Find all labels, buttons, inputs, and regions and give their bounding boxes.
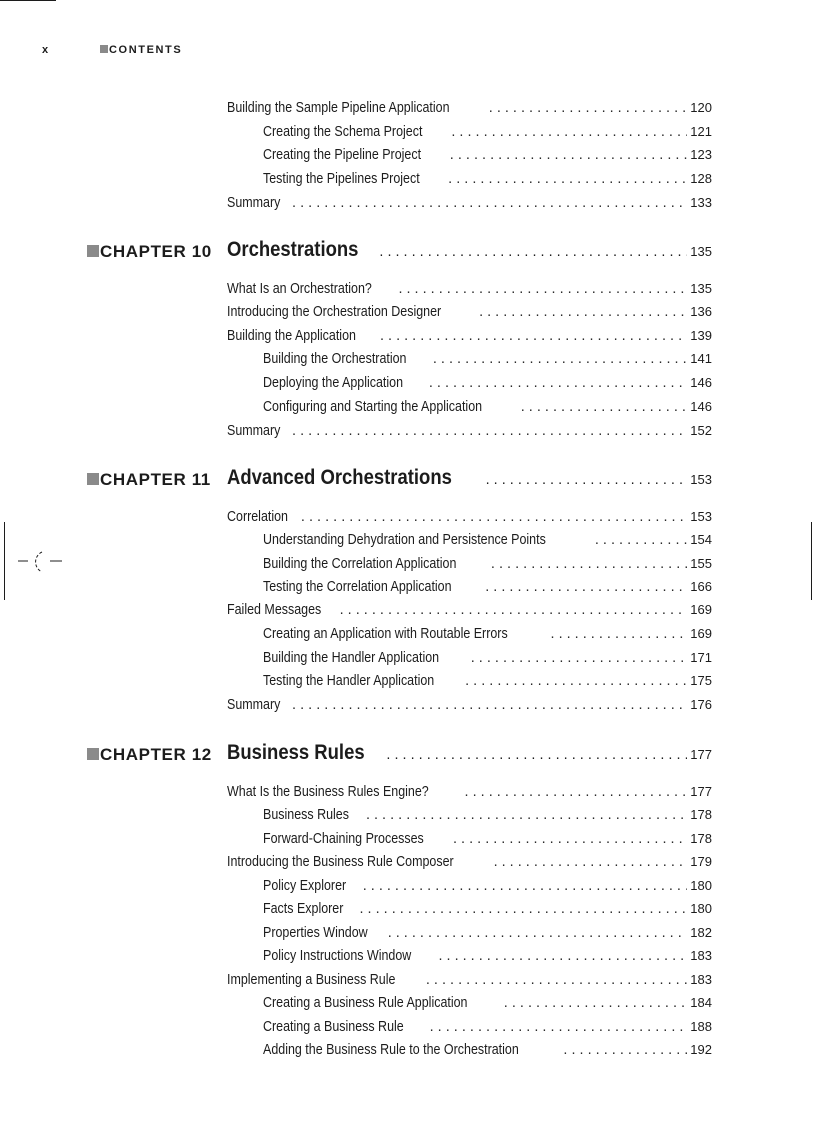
toc-entry-page: 178 [690,807,712,822]
running-head [42,44,182,56]
dot-leader [430,1017,688,1037]
toc-entry-title: Policy Explorer [263,878,347,894]
toc-entry-page: 192 [690,1042,712,1057]
chapter-page: 177 [690,747,712,762]
toc-entry-title: Configuring and Starting the Application [263,399,483,415]
toc-entry-title: Correlation [227,509,288,525]
toc-entry[interactable] [227,302,712,322]
toc-entry[interactable] [227,782,712,802]
toc-entry[interactable] [263,397,712,417]
chapter-title: Advanced Orchestrations [227,466,452,489]
toc-entry-page: 180 [690,901,712,916]
dot-leader [438,946,687,966]
dot-leader [504,993,688,1013]
toc-entry-page: 183 [690,972,712,987]
toc-entry-title: Creating the Schema Project [263,124,423,140]
toc-entry-title: Deploying the Application [263,375,404,391]
toc-entry-title: Creating the Pipeline Project [263,147,422,163]
toc-entry[interactable] [227,326,712,346]
chapter-heading[interactable] [227,238,712,264]
toc-entry-page: 183 [690,948,712,963]
dot-leader [340,600,688,620]
chapter-label [87,242,212,262]
dot-leader [465,782,688,802]
toc-entry-title: Forward-Chaining Processes [263,831,424,847]
toc-entry-page: 180 [690,878,712,893]
dot-leader [380,326,687,346]
dot-leader [398,279,687,299]
toc-entry-title: Facts Explorer [263,901,344,917]
toc-entry-page: 166 [690,579,712,594]
toc-entry-page: 176 [690,697,712,712]
toc-entry-page: 179 [690,854,712,869]
dot-leader [292,695,687,715]
chapter-page: 153 [690,472,712,487]
toc-entry-page: 182 [690,925,712,940]
toc-entry-title: Testing the Pipelines Project [263,171,420,187]
toc-entry[interactable] [263,671,712,691]
toc-entry-title: Testing the Correlation Application [263,579,452,595]
toc-entry[interactable] [227,600,712,620]
toc-entry[interactable] [263,530,712,550]
crop-mark-right [811,522,812,600]
toc-entry[interactable] [263,554,712,574]
toc-entry[interactable] [227,507,712,527]
toc-entry[interactable] [227,695,712,715]
crop-mark-left [4,522,5,600]
toc-entry-title: Business Rules [263,807,349,823]
toc-entry[interactable] [263,1017,712,1037]
dot-leader [491,554,687,574]
toc-entry-page: 121 [690,124,712,139]
chapter-heading[interactable] [227,741,712,767]
chapter-number: CHAPTER 12 [100,745,212,764]
chapter-label [87,470,211,490]
toc-entry[interactable] [227,98,712,118]
toc-entry-page: 136 [690,304,712,319]
toc-entry-page: 154 [690,532,712,547]
toc-entry[interactable] [227,852,712,872]
square-bullet-icon [87,473,99,485]
dot-leader [486,472,688,488]
dot-leader [450,145,688,165]
toc-entry[interactable] [263,373,712,393]
toc-entry-title: Creating a Business Rule Application [263,995,468,1011]
toc-entry-title: Building the Application [227,328,356,344]
chapter-number: CHAPTER 11 [100,470,211,489]
toc-entry-page: 155 [690,556,712,571]
toc-entry-title: Policy Instructions Window [263,948,412,964]
toc-entry-page: 146 [690,375,712,390]
dot-leader [429,373,687,393]
toc-entry-page: 146 [690,399,712,414]
toc-entry-title: Creating a Business Rule [263,1019,404,1035]
toc-entry[interactable] [263,1040,712,1060]
toc-entry-title: Introducing the Business Rule Composer [227,854,454,870]
toc-entry[interactable] [263,648,712,668]
toc-entry-page: 135 [690,281,712,296]
toc-entry-page: 139 [690,328,712,343]
toc-entry[interactable] [263,122,712,142]
dot-leader [366,805,687,825]
toc-entry[interactable] [227,421,712,441]
top-rule [0,0,56,1]
dot-leader [451,122,687,142]
dot-leader [485,577,687,597]
dot-leader [379,244,687,260]
toc-entry-page: 141 [690,351,712,366]
toc-entry[interactable] [263,349,712,369]
toc-entry[interactable] [263,829,712,849]
dot-leader [521,397,688,417]
toc-entry-title: Testing the Handler Application [263,673,435,689]
toc-entry-title: Implementing a Business Rule [227,972,396,988]
dot-leader [359,899,687,919]
toc-entry[interactable] [227,193,712,213]
toc-entry-title: Properties Window [263,925,368,941]
toc-entry[interactable] [227,279,712,299]
dot-leader [292,421,687,441]
toc-entry-page: 171 [690,650,712,665]
toc-entry-title: What Is the Business Rules Engine? [227,784,429,800]
toc-entry[interactable] [263,876,712,896]
toc-entry-title: Failed Messages [227,602,322,618]
toc-entry[interactable] [263,145,712,165]
toc-entry-page: 128 [690,171,712,186]
toc-entry-title: Summary [227,195,281,211]
toc-entry-title: Understanding Dehydration and Persistence Points [263,532,546,548]
chapter-number: CHAPTER 10 [100,242,212,261]
dot-leader [489,98,688,118]
toc-entry-title: Summary [227,423,281,439]
toc-entry[interactable] [263,923,712,943]
dot-leader [494,852,688,872]
toc-entry-title: Creating an Application with Routable Errors [263,626,508,642]
toc-entry-title: Building the Handler Application [263,650,440,666]
toc-entry-page: 184 [690,995,712,1010]
dot-leader [453,829,687,849]
toc-entry-page: 175 [690,673,712,688]
dot-leader [301,507,687,527]
toc-entry[interactable] [263,899,712,919]
registration-mark-icon [18,549,62,579]
toc-entry-page: 177 [690,784,712,799]
toc-entry-page: 169 [690,602,712,617]
dot-leader [595,530,687,550]
dot-leader [386,747,687,763]
chapter-label [87,745,212,765]
square-bullet-icon [100,45,108,53]
dot-leader [292,193,687,213]
dot-leader [479,302,687,322]
dot-leader [363,876,688,896]
toc-entry[interactable] [263,805,712,825]
section-label: CONTENTS [109,44,183,56]
toc-entry-page: 123 [690,147,712,162]
dot-leader [433,349,687,369]
square-bullet-icon [87,245,99,257]
toc-entry[interactable] [227,970,712,990]
dot-leader [471,648,688,668]
dot-leader [426,970,687,990]
toc-entry-title: Building the Sample Pipeline Application [227,100,450,116]
toc-entry-title: What Is an Orchestration? [227,281,372,297]
toc-entry-page: 169 [690,626,712,641]
toc-entry-title: Summary [227,697,281,713]
toc-entry-title: Building the Correlation Application [263,556,457,572]
toc-entry-title: Introducing the Orchestration Designer [227,304,442,320]
toc-entry[interactable] [263,577,712,597]
toc-entry[interactable] [263,993,712,1013]
toc-entry-title: Building the Orchestration [263,351,407,367]
chapter-page: 135 [690,244,712,259]
chapter-title: Orchestrations [227,238,359,261]
toc-entry-page: 188 [690,1019,712,1034]
toc-entry-page: 153 [690,509,712,524]
dot-leader [563,1040,687,1060]
toc-entry[interactable] [263,624,712,644]
page-number: x [42,44,50,56]
toc-entry-page: 120 [690,100,712,115]
chapter-heading[interactable] [227,466,712,492]
toc-entry-title: Adding the Business Rule to the Orchestration [263,1042,519,1058]
toc-entry-page: 152 [690,423,712,438]
chapter-title: Business Rules [227,741,365,764]
toc-entry-page: 133 [690,195,712,210]
toc-entry[interactable] [263,169,712,189]
square-bullet-icon [87,748,99,760]
dot-leader [388,923,688,943]
toc-entry-page: 178 [690,831,712,846]
dot-leader [551,624,688,644]
toc-entry[interactable] [263,946,712,966]
dot-leader [465,671,687,691]
dot-leader [448,169,687,189]
